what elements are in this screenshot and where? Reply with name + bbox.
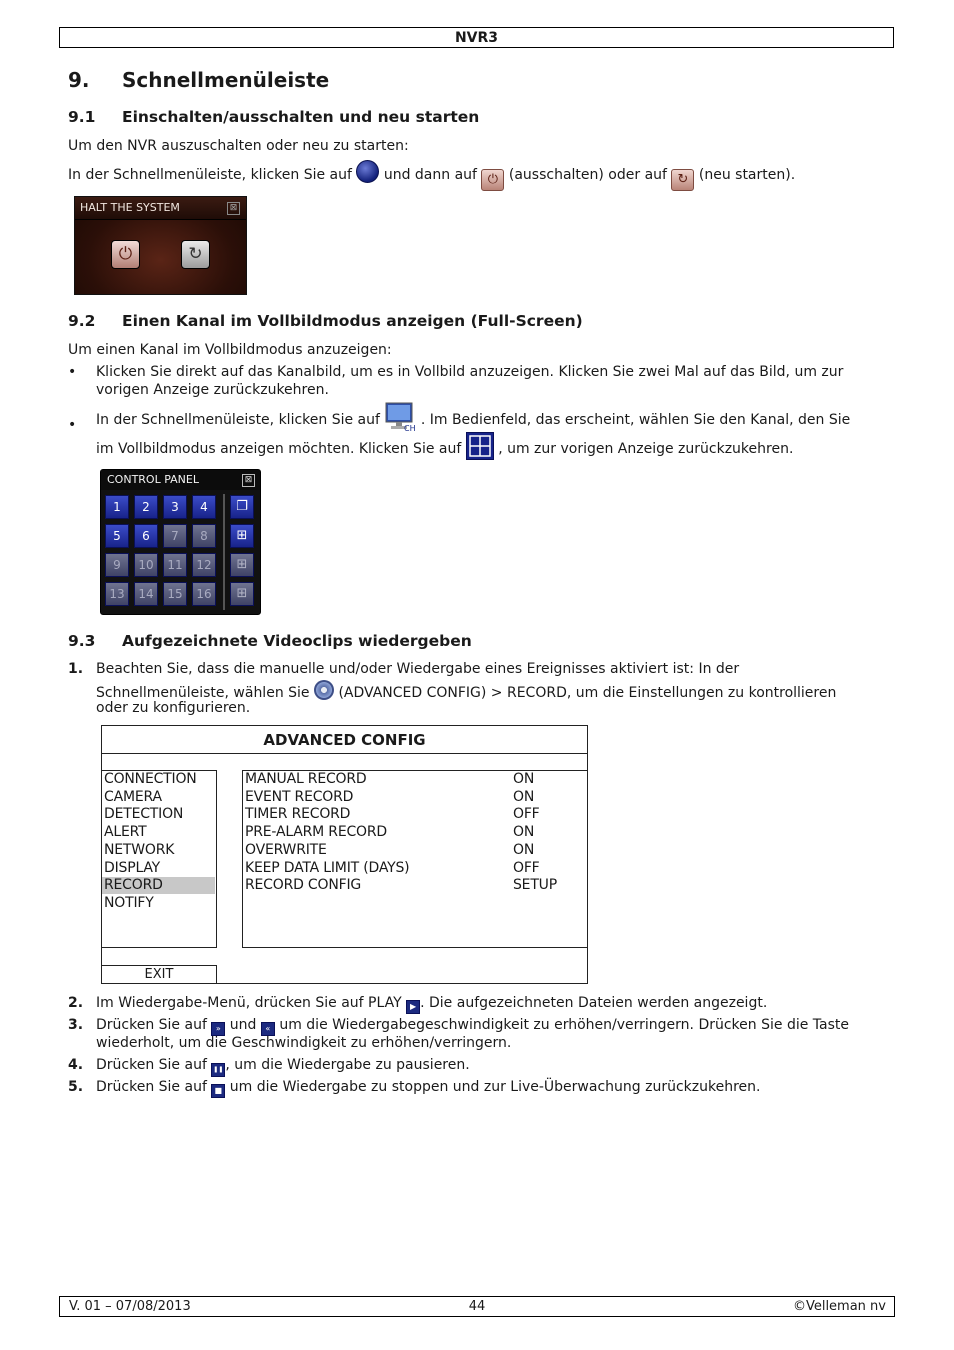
text: In der Schnellmenüleiste, klicken Sie auf: [96, 412, 380, 428]
menu-item-connection[interactable]: CONNECTION: [104, 771, 197, 787]
shutdown-icon: ⏻: [481, 169, 504, 191]
svg-text:CH: CH: [404, 424, 416, 432]
text-line: [96, 1079, 760, 1098]
text-line: Klicken Sie direkt auf das Kanalbild, um es in Vollbild anzuzeigen. Klicken Sie zwei Mal auf das Bild, um zur: [96, 364, 844, 380]
setting-value[interactable]: ON: [513, 771, 535, 787]
bullet-text: [96, 363, 843, 399]
subsection-number: 9.1: [68, 108, 96, 126]
text: Drücken Sie auf: [96, 1017, 207, 1033]
setting-value[interactable]: OFF: [513, 806, 540, 823]
text-line: [96, 1057, 470, 1077]
setting-value[interactable]: ON: [513, 788, 535, 805]
text: Schnellmenüleiste, wählen Sie: [96, 685, 310, 701]
channel-button[interactable]: 15: [163, 582, 187, 606]
text: (ADVANCED CONFIG) > RECORD, um die Einstellungen zu kontrollieren: [338, 685, 837, 701]
play-icon: ▶: [406, 1000, 420, 1014]
bullet-text-line: [96, 432, 793, 464]
shutdown-button[interactable]: ⏻: [111, 240, 140, 269]
text: Drücken Sie auf: [96, 1079, 207, 1095]
paragraph: Um den NVR auszuschalten oder neu zu starten:: [68, 138, 409, 154]
section-title: Schnellmenüleiste: [122, 68, 330, 92]
menu-list: [102, 770, 217, 948]
text: Drücken Sie auf: [96, 1057, 207, 1073]
setting-value[interactable]: ON: [513, 841, 535, 858]
bullet: •: [68, 417, 77, 433]
restart-icon: ↻: [671, 169, 694, 191]
text: Im Wiedergabe-Menü, drücken Sie auf PLAY: [96, 995, 402, 1011]
bullet-text-line: [96, 402, 850, 435]
menu-item-notify[interactable]: NOTIFY: [104, 894, 154, 911]
setting-label: KEEP DATA LIMIT (DAYS): [245, 859, 410, 876]
setting-label: TIMER RECORD: [245, 806, 351, 823]
subsection-heading-9-3: [68, 632, 768, 652]
header-title: NVR3: [454, 30, 499, 46]
restart-button[interactable]: ↻: [181, 240, 210, 269]
text: im Vollbildmodus anzeigen möchten. Klicken Sie auf: [96, 441, 462, 457]
setting-label: RECORD CONFIG: [245, 877, 362, 894]
text-line: [96, 995, 767, 1014]
setting-label: MANUAL RECORD: [245, 771, 367, 787]
channel-button[interactable]: 1: [105, 495, 129, 519]
text-line: wiederholt, um die Geschwindigkeit zu erhöhen/verringern.: [96, 1035, 512, 1051]
setting-label: OVERWRITE: [245, 841, 327, 858]
fast-forward-icon: »: [211, 1022, 225, 1036]
divider: [223, 494, 225, 610]
menu-item-display[interactable]: DISPLAY: [104, 859, 161, 876]
halt-system-dialog: [74, 196, 247, 295]
channel-button[interactable]: 3: [163, 495, 187, 519]
bullet: •: [68, 364, 77, 380]
text: um die Wiedergabe zu stoppen und zur Live-Überwachung zurückzukehren.: [229, 1079, 761, 1095]
subsection-number: 9.2: [68, 312, 96, 330]
subsection-heading-9-1: [68, 108, 668, 128]
paragraph-with-icons: [68, 160, 795, 191]
page-number: 44: [468, 1299, 486, 1314]
text: und: [229, 1017, 257, 1033]
text-line: oder zu konfigurieren.: [96, 700, 251, 716]
text: und dann auf: [383, 167, 477, 183]
copyright: ©Velleman nv: [792, 1299, 886, 1314]
grid-view-icon[interactable]: ⊞: [230, 582, 254, 606]
list-number: 1.: [68, 661, 84, 677]
gear-icon: [314, 680, 334, 700]
dialog-title: HALT THE SYSTEM: [75, 197, 246, 220]
menu-item-camera[interactable]: CAMERA: [104, 788, 162, 805]
grid-view-icon[interactable]: ⊞: [230, 524, 254, 548]
channel-button[interactable]: 4: [192, 495, 216, 519]
text: (neu starten).: [698, 167, 796, 183]
setting-value[interactable]: SETUP: [513, 877, 557, 894]
text-line: vorigen Anzeige zurückzukehren.: [96, 382, 329, 398]
exit-button[interactable]: EXIT: [102, 965, 217, 983]
stop-icon: ■: [211, 1084, 225, 1098]
grid-view-icon[interactable]: ⊞: [230, 553, 254, 577]
single-view-icon[interactable]: ❐: [230, 495, 254, 519]
channel-button[interactable]: 10: [134, 553, 158, 577]
window-title: ADVANCED CONFIG: [102, 726, 587, 754]
channel-button[interactable]: 13: [105, 582, 129, 606]
list-number: 4.: [68, 1057, 84, 1073]
fullscreen-icon: [384, 402, 416, 432]
page-footer: [59, 1296, 895, 1317]
close-icon[interactable]: ⊠: [242, 474, 255, 487]
channel-button[interactable]: 14: [134, 582, 158, 606]
section-number: 9.: [68, 68, 90, 92]
channel-button[interactable]: 9: [105, 553, 129, 577]
subsection-number: 9.3: [68, 632, 96, 650]
text-line: Beachten Sie, dass die manuelle und/oder Wiedergabe eines Ereignisses aktiviert ist: In der: [96, 661, 740, 677]
menu-item-network[interactable]: NETWORK: [104, 841, 175, 858]
setting-value[interactable]: ON: [513, 824, 535, 841]
channel-button[interactable]: 5: [105, 524, 129, 548]
menu-item-record[interactable]: RECORD: [102, 877, 215, 894]
subsection-heading-9-2: [68, 312, 768, 332]
power-menu-icon: [356, 160, 379, 183]
text: . Die aufgezeichneten Dateien werden angezeigt.: [420, 995, 768, 1011]
channel-button[interactable]: 8: [192, 524, 216, 548]
pause-icon: ❚❚: [211, 1063, 225, 1077]
close-icon[interactable]: ⊠: [227, 202, 240, 215]
settings-list: [242, 770, 588, 948]
text: , um zur vorigen Anzeige zurückzukehren.: [498, 441, 794, 457]
text: In der Schnellmenüleiste, klicken Sie auf: [68, 167, 352, 183]
setting-label: PRE-ALARM RECORD: [245, 824, 387, 841]
list-number: 3.: [68, 1017, 84, 1033]
channel-button[interactable]: 12: [192, 553, 216, 577]
paragraph: Um einen Kanal im Vollbildmodus anzuzeigen:: [68, 342, 392, 358]
setting-label: EVENT RECORD: [245, 788, 354, 805]
text: , um die Wiedergabe zu pausieren.: [225, 1057, 470, 1073]
subsection-title: Einschalten/ausschalten und neu starten: [122, 108, 480, 126]
menu-item-alert[interactable]: ALERT: [104, 824, 147, 841]
setting-value[interactable]: OFF: [513, 859, 540, 876]
channel-button[interactable]: 6: [134, 524, 158, 548]
subsection-title: Einen Kanal im Vollbildmodus anzeigen (Full-Screen): [122, 312, 583, 330]
channel-button[interactable]: 16: [192, 582, 216, 606]
page-header: [59, 27, 894, 48]
dialog-title: CONTROL PANEL: [101, 470, 260, 490]
list-number: 5.: [68, 1079, 84, 1095]
channel-button[interactable]: 2: [134, 495, 158, 519]
channel-button[interactable]: 11: [163, 553, 187, 577]
text-line: [96, 1017, 849, 1036]
advanced-config-window: [101, 725, 588, 984]
control-panel-dialog: [100, 469, 261, 615]
text: . Im Bedienfeld, das erscheint, wählen Sie den Kanal, den Sie: [420, 412, 851, 428]
rewind-icon: «: [261, 1022, 275, 1036]
section-heading: [68, 68, 668, 94]
text: um die Wiedergabegeschwindigkeit zu erhöhen/verringern. Drücken Sie die Taste: [279, 1017, 849, 1033]
multi-view-grid-icon: [466, 432, 494, 460]
list-number: 2.: [68, 995, 84, 1011]
menu-item-detection[interactable]: DETECTION: [104, 806, 184, 823]
subsection-title: Aufgezeichnete Videoclips wiedergeben: [122, 632, 472, 650]
version-date: V. 01 – 07/08/2013: [69, 1299, 191, 1314]
channel-button[interactable]: 7: [163, 524, 187, 548]
text: (ausschalten) oder auf: [508, 167, 667, 183]
